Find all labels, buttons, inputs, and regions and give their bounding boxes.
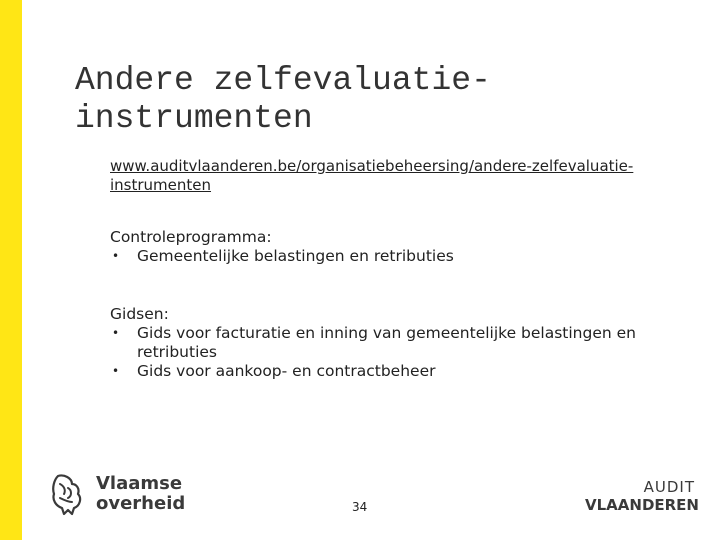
accent-stripe xyxy=(0,0,22,540)
title-line-2: instrumenten xyxy=(75,100,313,137)
bullet-list xyxy=(110,247,710,266)
list-item: • Gids voor aankoop- en contractbeheer xyxy=(112,362,436,380)
page-number: 34 xyxy=(352,500,368,514)
bullet-icon: • xyxy=(112,249,120,263)
logo-text-line-2: overheid xyxy=(96,493,186,514)
section-heading: Gidsen: xyxy=(110,305,169,323)
logo-text-line-1: AUDIT xyxy=(643,478,695,496)
vlaamse-overheid-logo xyxy=(50,472,200,520)
title-line-1: Andere zelfevaluatie- xyxy=(75,62,491,99)
audit-vlaanderen-logo xyxy=(585,478,699,514)
flemish-lion-icon xyxy=(50,472,84,516)
section-heading: Controleprogramma: xyxy=(110,228,272,246)
logo-text-line-2: VLAANDEREN xyxy=(585,496,699,514)
resource-link[interactable]: www.auditvlaanderen.be/organisatiebeheersing/andere-zelfevaluatie-instrumenten xyxy=(110,157,634,194)
bullet-list xyxy=(110,324,710,381)
logo-text-line-1: Vlaamse xyxy=(96,473,183,494)
list-item: • Gids voor facturatie en inning van gemeentelijke belastingen en retributies xyxy=(112,324,636,361)
section-controleprogramma xyxy=(110,228,710,266)
bullet-icon: • xyxy=(112,326,120,340)
bullet-icon: • xyxy=(112,364,120,378)
list-item: • Gemeentelijke belastingen en retributies xyxy=(112,247,454,265)
slide-title xyxy=(75,62,675,138)
section-gidsen xyxy=(110,305,710,381)
